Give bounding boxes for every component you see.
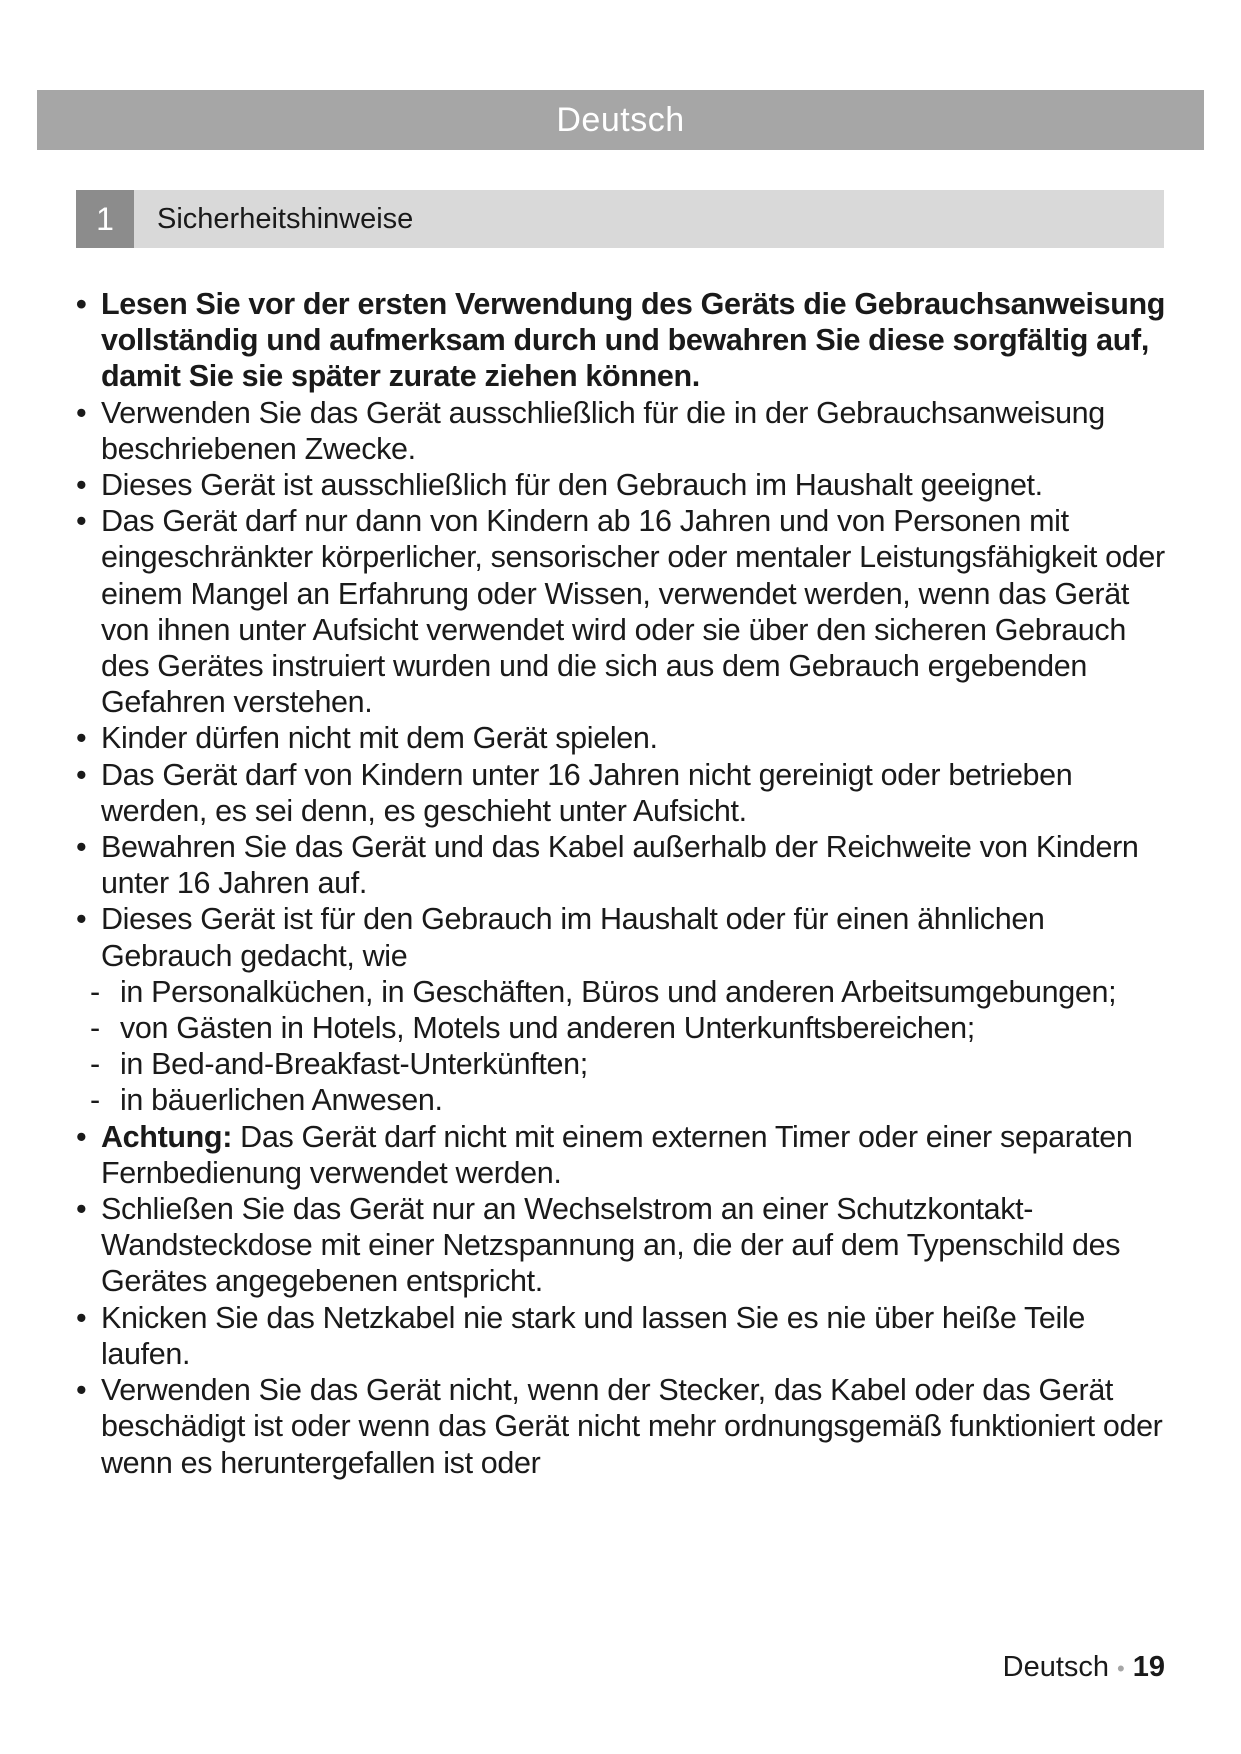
page-number: 19 xyxy=(1132,1651,1165,1683)
page-footer xyxy=(1003,1651,1165,1684)
list-item-power-supply: • Schließen Sie das Gerät nur an Wechselstrom an einer Schutzkontakt-Wandsteckdose mit einer Netzspannung an, die der auf dem Typenschild des Gerätes angegebenen entspricht. xyxy=(76,1191,1166,1300)
sub-item-staff-kitchens: - in Personalküchen, in Geschäften, Büros und anderen Arbeitsumgebungen; xyxy=(90,974,1166,1010)
sub-item-hotels: - von Gästen in Hotels, Motels und anderen Unterkunftsbereichen; xyxy=(90,1010,1166,1046)
list-item-children-cleaning: • Das Gerät darf von Kindern unter 16 Jahren nicht gereinigt oder betrieben werden, es sei denn, es geschieht unter Aufsicht. xyxy=(76,757,1166,829)
footer-language: Deutsch xyxy=(1002,1651,1110,1683)
section-title: Sicherheitshinweise xyxy=(157,202,414,235)
warning-text: Das Gerät darf nicht mit einem externen Timer oder einer separaten Fernbedienung verwendet werden. xyxy=(101,1119,1133,1190)
list-item-similar-use: • Dieses Gerät ist für den Gebrauch im Haushalt oder für einen ähnlichen Gebrauch gedacht, wie xyxy=(76,901,1166,973)
safety-instructions-list xyxy=(76,286,1166,1481)
list-item-read-manual: • Lesen Sie vor der ersten Verwendung des Geräts die Gebrauchsanweisung vollständig und aufmerksam durch und bewahren Sie diese sorgfältig auf, damit Sie sie später zurate ziehen können. xyxy=(76,286,1166,395)
list-item-household-only: • Dieses Gerät ist ausschließlich für den Gebrauch im Haushalt geeignet. xyxy=(76,467,1166,503)
list-item-children-supervision: • Das Gerät darf nur dann von Kindern ab 16 Jahren und von Personen mit eingeschränkter körperlicher, sensorischer oder mentaler Leistungsfähigkeit oder einem Mangel an Erfahrung oder Wissen, verwendet werden, wenn das Gerät von ihnen unter Aufsicht verwendet wird oder sie über den sicheren Gebrauch des Gerätes instruiert wurden und die sich aus dem Gebrauch ergebenden Gefahren verstehen. xyxy=(76,503,1166,720)
sub-item-bed-and-breakfast: - in Bed-and-Breakfast-Unterkünften; xyxy=(90,1046,1166,1082)
sub-item-farm-houses: - in bäuerlichen Anwesen. xyxy=(90,1082,1166,1118)
list-item-damaged-device: • Verwenden Sie das Gerät nicht, wenn der Stecker, das Kabel oder das Gerät beschädigt ist oder wenn das Gerät nicht mehr ordnungsgemäß funktioniert oder wenn es heruntergefallen ist oder xyxy=(76,1372,1166,1481)
list-item-power-cord: • Knicken Sie das Netzkabel nie stark und lassen Sie es nie über heiße Teile laufen. xyxy=(76,1300,1166,1372)
footer-separator: • xyxy=(1117,1656,1125,1681)
warning-label: Achtung: xyxy=(101,1119,233,1154)
section-heading-bar xyxy=(76,190,1164,248)
section-number: 1 xyxy=(76,190,134,248)
list-item-keep-away: • Bewahren Sie das Gerät und das Kabel außerhalb der Reichweite von Kindern unter 16 Jahren auf. xyxy=(76,829,1166,901)
language-header-bar xyxy=(37,90,1204,150)
list-item-intended-use: • Verwenden Sie das Gerät ausschließlich für die in der Gebrauchsanweisung beschriebenen Zwecke. xyxy=(76,395,1166,467)
list-item-children-no-play: • Kinder dürfen nicht mit dem Gerät spielen. xyxy=(76,720,1166,756)
language-header-label: Deutsch xyxy=(556,100,685,139)
list-item-warning-timer xyxy=(76,1119,1166,1191)
